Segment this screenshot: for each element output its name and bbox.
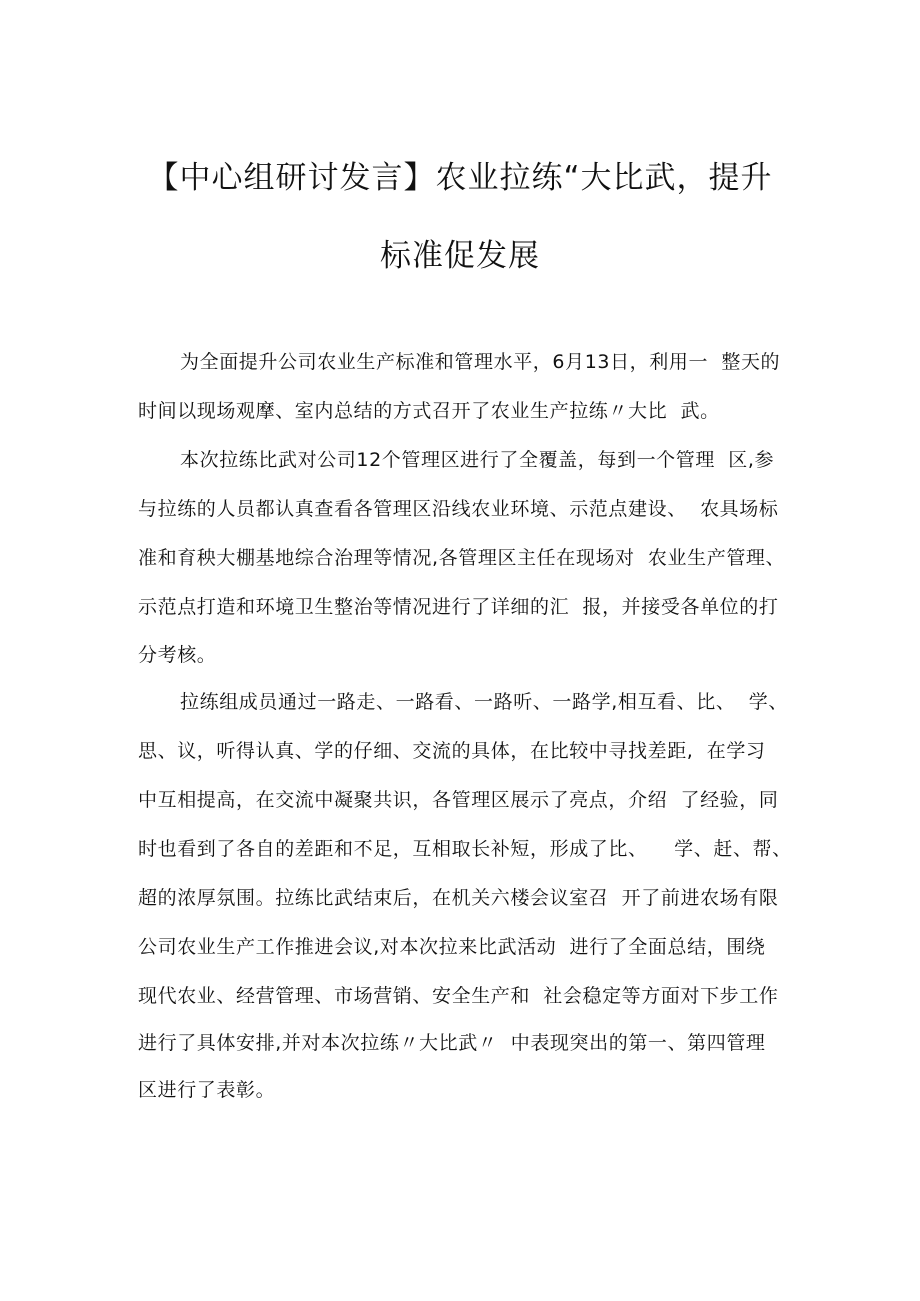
document-title-line-1: 【中心组研讨发言】农业拉练“大比武，提升 (147, 160, 773, 196)
paragraph-line: 区进行了表彰。 (138, 1079, 276, 1101)
paragraph-line: 为全面提升公司农业生产标准和管理水平，6月13日，利用一 整天的 (180, 351, 781, 373)
paragraph-line: 与拉练的人员都认真查看各管理区沿线农业环境、示范点建设、 农具场标 (138, 498, 779, 520)
paragraph-line: 示范点打造和环境卫生整治等情况进行了详细的汇 报，并接受各单位的打 (138, 596, 779, 618)
paragraph-line: 准和育秧大棚基地综合治理等情况,各管理区主任在现场对 农业生产管理、 (138, 547, 786, 569)
paragraph-line: 现代农业、经营管理、市场营销、安全生产和 社会稳定等方面对下步工作 (138, 985, 779, 1007)
paragraph-line: 超的浓厚氛围。拉练比武结束后，在机关六楼会议室召 开了前进农场有限 (138, 887, 779, 909)
paragraph-line: 本次拉练比武对公司12个管理区进行了全覆盖，每到一个管理 区,参 (180, 449, 775, 471)
paragraph-line: 拉练组成员通过一路走、一路看、一路听、一路学,相互看、比、 学、 (180, 691, 788, 713)
document-title-line-2: 标准促发展 (380, 238, 540, 274)
paragraph-line: 公司农业生产工作推进会议,对本次拉来比武活动 进行了全面总结，围绕 (138, 936, 766, 958)
paragraph-line: 中互相提高，在交流中凝聚共识，各管理区展示了亮点，介绍 了经验，同 (138, 789, 779, 811)
paragraph-line: 进行了具体安排,并对本次拉练〃大比武〃 中表现突出的第一、第四管理 (138, 1032, 766, 1054)
paragraph-line: 时也看到了各自的差距和不足，互相取长补短，形成了比、 学、赶、帮、 (138, 838, 792, 860)
paragraph-line: 分考核。 (138, 644, 217, 666)
paragraph-line: 思、议，听得认真、学的仔细、交流的具体，在比较中寻找差距, 在学习 (138, 740, 766, 762)
paragraph-line: 时间以现场观摩、室内总结的方式召开了农业生产拉练〃大比 武。 (138, 400, 720, 422)
